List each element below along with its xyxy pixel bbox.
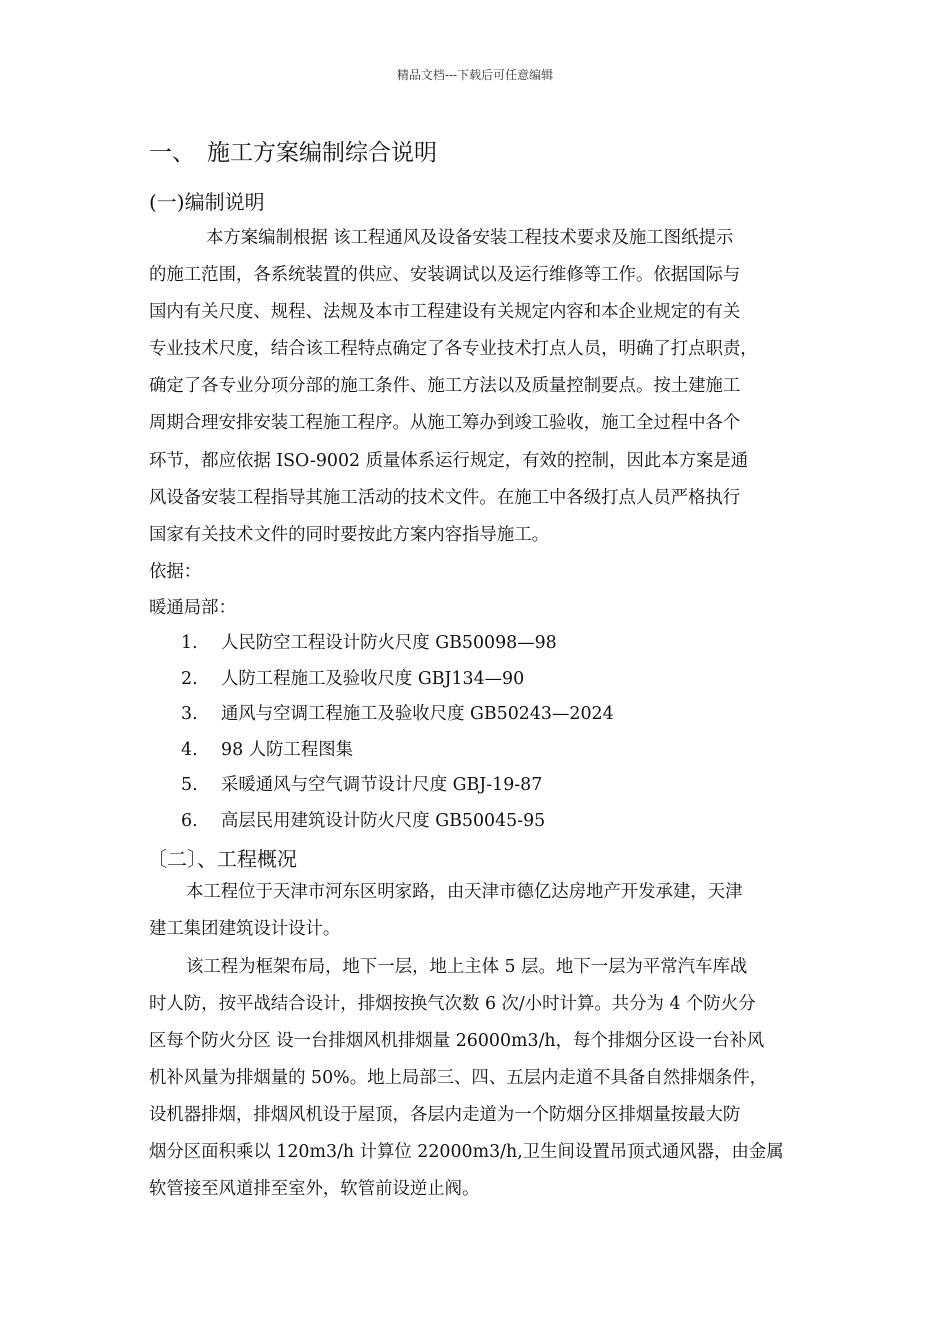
paragraph-line: 本工程位于天津市河东区明家路，由天津市德亿达房地产开发承建，天津 bbox=[186, 882, 743, 902]
paragraph-line: 周期合理安排安装工程施工程序。从施工筹办到竣工验收，施工全过程中各个 bbox=[149, 413, 741, 433]
list-item bbox=[181, 668, 524, 690]
list-item-text: 人民防空工程设计防火尺度 GB50098—98 bbox=[221, 633, 557, 653]
list-item-number: 3. bbox=[181, 704, 198, 724]
list-item bbox=[181, 632, 557, 654]
subsection-title-2: 〔二〕、工程概况 bbox=[147, 847, 297, 871]
list-item bbox=[181, 810, 545, 832]
list-item-number: 2. bbox=[181, 669, 198, 689]
list-item-text: 采暖通风与空气调节设计尺度 GBJ-19-87 bbox=[221, 775, 543, 795]
paragraph-line: 软管接至风道排至室外，软管前设逆止阀。 bbox=[149, 1179, 480, 1199]
hvac-label: 暖通局部： bbox=[149, 598, 236, 618]
page-header: 精品文档---下载后可任意编辑 bbox=[396, 68, 554, 82]
paragraph-line: 机补风量为排烟量的 50%。地上局部三、四、五层内走道不具备自然排烟条件， bbox=[149, 1068, 768, 1088]
paragraph-line: 专业技术尺度，结合该工程特点确定了各专业技术打点人员，明确了打点职责， bbox=[149, 339, 758, 359]
paragraph-line: 风设备安装工程指导其施工活动的技术文件。在施工中各级打点人员严格执行 bbox=[149, 488, 741, 508]
paragraph-line: 国家有关技术文件的同时要按此方案内容指导施工。 bbox=[149, 525, 549, 545]
list-item-number: 6. bbox=[181, 811, 198, 831]
section-title-text: 施工方案编制综合说明 bbox=[207, 140, 437, 166]
list-item bbox=[181, 774, 542, 796]
list-item-text: 通风与空调工程施工及验收尺度 GB50243—2024 bbox=[221, 704, 614, 724]
list-item-number: 1. bbox=[181, 633, 198, 653]
paragraph-line: 时人防，按平战结合设计，排烟按换气次数 6 次/小时计算。共分为 4 个防火分 bbox=[149, 994, 756, 1014]
paragraph-line: 确定了各专业分项分部的施工条件、施工方法以及质量控制要点。按土建施工 bbox=[149, 376, 741, 396]
list-item-text: 98 人防工程图集 bbox=[221, 740, 354, 760]
list-item bbox=[181, 739, 353, 761]
paragraph-line: 建工集团建筑设计设计。 bbox=[149, 919, 341, 939]
paragraph-line: 设机器排烟，排烟风机设于屋顶，各层内走道为一个防烟分区排烟量按最大防 bbox=[149, 1105, 741, 1125]
basis-label: 依据： bbox=[149, 562, 202, 582]
paragraph-line: 该工程为框架布局，地下一层，地上主体 5 层。地下一层为平常汽车库战 bbox=[186, 957, 748, 977]
paragraph-line: 国内有关尺度、规程、法规及本市工程建设有关规定内容和本企业规定的有关 bbox=[149, 302, 741, 322]
section-title bbox=[149, 134, 437, 167]
list-item bbox=[181, 703, 614, 725]
section-number: 一、 bbox=[149, 140, 195, 166]
list-item-text: 人防工程施工及验收尺度 GBJ134—90 bbox=[221, 669, 525, 689]
paragraph-line: 区每个防火分区 设一台排烟风机排烟量 26000m3/h，每个排烟分区设一台补风 bbox=[149, 1031, 765, 1051]
list-item-text: 高层民用建筑设计防火尺度 GB50045-95 bbox=[221, 811, 546, 831]
list-item-number: 4. bbox=[181, 740, 198, 760]
paragraph-line: 本方案编制根据 该工程通风及设备安装工程技术要求及施工图纸提示 bbox=[206, 228, 734, 248]
paragraph-line: 烟分区面积乘以 120m3/h 计算位 22000m3/h,卫生间设置吊顶式通风器，由金属 bbox=[149, 1142, 784, 1162]
subsection-title-1: (一)编制说明 bbox=[149, 190, 265, 214]
list-item-number: 5. bbox=[181, 775, 198, 795]
paragraph-line: 环节，都应依据 ISO-9002 质量体系运行规定，有效的控制，因此本方案是通 bbox=[149, 451, 749, 471]
paragraph-line: 的施工范围，各系统装置的供应、安装调试以及运行维修等工作。依据国际与 bbox=[149, 265, 741, 285]
